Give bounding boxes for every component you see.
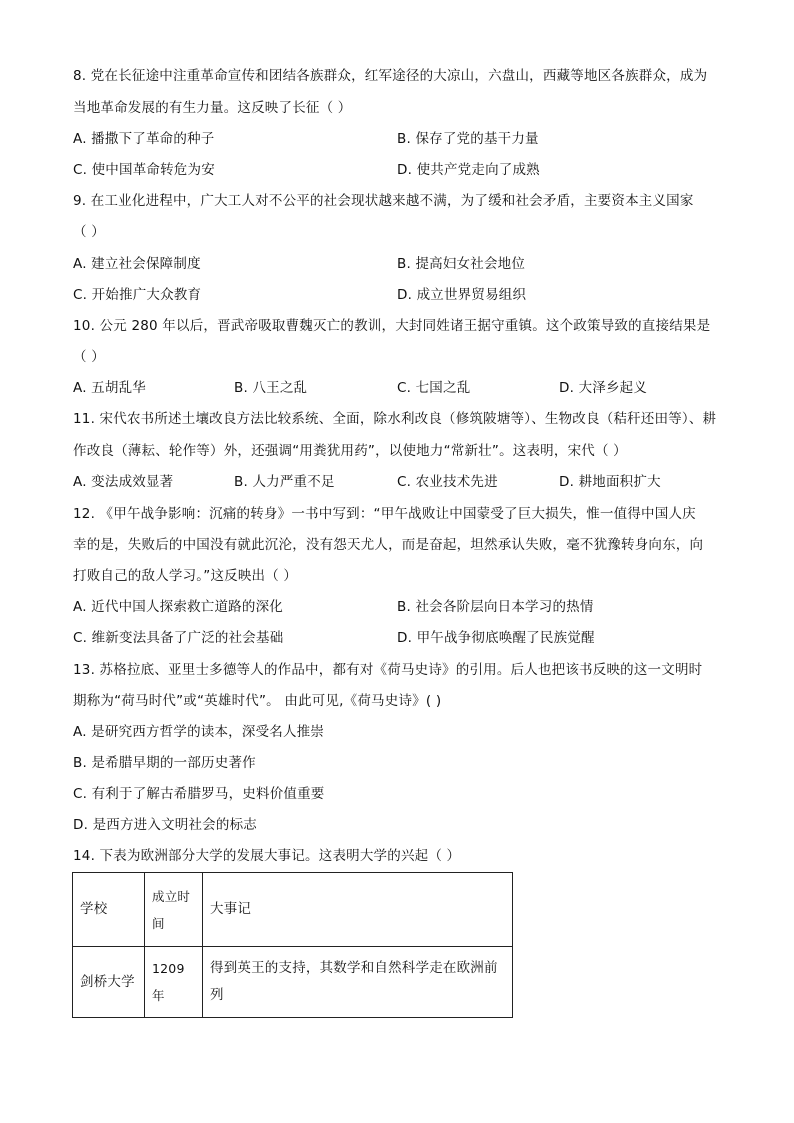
question-11-stem-line-1: 11. 宋代农书所述土壤改良方法比较系统、全面，除水利改良（修筑陂塘等）、生物改良（秸秆还田等）、耕 [73, 411, 717, 427]
question-10-option-c: C. 七国之乱 [397, 380, 471, 396]
cell-founded-text-1: 1209 [152, 961, 185, 976]
header-founded-text-2: 间 [152, 915, 165, 931]
header-events-text: 大事记 [210, 901, 252, 917]
cell-events-text-2: 列 [210, 987, 224, 1003]
question-11-stem-line-2: 作改良（薄耘、轮作等）外，还强调“用粪犹用药”，以使地力“常新壮”。这表明，宋代（ ） [73, 443, 627, 459]
question-8-option-d: D. 使共产党走向了成熟 [397, 162, 540, 178]
question-13-stem-line-1: 13. 苏格拉底、亚里士多德等人的作品中，都有对《荷马史诗》的引用。后人也把该书反映的这一文明时 [73, 662, 703, 678]
question-11-option-d: D. 耕地面积扩大 [559, 474, 661, 490]
question-8-option-b: B. 保存了党的基干力量 [397, 131, 539, 147]
question-13-stem-line-2: 期称为“荷马时代”或“英雄时代”。 由此可见,《荷马史诗》( ) [73, 693, 442, 709]
question-13-option-c: C. 有利于了解古希腊罗马，史料价值重要 [73, 786, 325, 802]
university-events-table [72, 872, 513, 1018]
table-row [73, 947, 513, 1018]
question-9-option-d: D. 成立世界贸易组织 [397, 287, 527, 303]
header-school-text: 学校 [80, 901, 108, 917]
question-8-option-a: A. 播撒下了革命的种子 [73, 131, 215, 147]
question-14-stem-line-1: 14. 下表为欧洲部分大学的发展大事记。这表明大学的兴起（ ） [73, 848, 461, 864]
question-8-stem-line-1: 8. 党在长征途中注重革命宣传和团结各族群众，红军途径的大凉山，六盘山，西藏等地区各族群众，成为 [73, 68, 708, 84]
question-12-option-b: B. 社会各阶层向日本学习的热情 [397, 599, 594, 615]
question-13-option-b: B. 是希腊早期的一部历史著作 [73, 755, 256, 771]
question-10-option-a: A. 五胡乱华 [73, 380, 146, 396]
cell-founded [145, 947, 203, 1018]
question-12-stem-line-2: 幸的是，失败后的中国没有就此沉沦，没有怨天尤人，而是奋起，坦然承认失败，毫不犹豫转身向东，向 [73, 537, 704, 553]
question-8-stem-line-2: 当地革命发展的有生力量。这反映了长征（ ） [73, 100, 352, 116]
question-9-stem-line-2: （ ） [73, 224, 105, 240]
question-11-option-c: C. 农业技术先进 [397, 474, 498, 490]
cell-events-text-1: 得到英王的支持，其数学和自然科学走在欧洲前 [210, 960, 498, 976]
header-founded [145, 873, 203, 947]
question-9-option-b: B. 提高妇女社会地位 [397, 256, 526, 272]
question-12-option-d: D. 甲午战争彻底唤醒了民族觉醒 [397, 630, 595, 646]
cell-events [203, 947, 513, 1018]
cell-school-text: 剑桥大学 [80, 973, 135, 990]
question-10-stem-line-1: 10. 公元 280 年以后，晋武帝吸取曹魏灭亡的教训，大封同姓诸王据守重镇。这个政策导致的直接结果是 [73, 318, 711, 334]
cell-founded-text-2: 年 [152, 988, 165, 1003]
question-12-stem-line-3: 打败自己的敌人学习。”这反映出（ ） [73, 568, 298, 584]
question-12-stem-line-1: 12. 《甲午战争影响：沉痛的转身》一书中写到：“甲午战败让中国蒙受了巨大损失，惟一值得中国人庆 [73, 506, 696, 522]
question-10-option-b: B. 八王之乱 [234, 380, 308, 396]
question-10-option-d: D. 大泽乡起义 [559, 380, 648, 396]
question-11-option-b: B. 人力严重不足 [234, 474, 335, 490]
question-8-option-c: C. 使中国革命转危为安 [73, 162, 215, 178]
header-founded-text-1: 成立时 [152, 888, 191, 904]
header-events [203, 873, 513, 947]
header-school [73, 873, 145, 947]
question-13-option-d: D. 是西方进入文明社会的标志 [73, 817, 257, 833]
question-13-option-a: A. 是研究西方哲学的读本，深受名人推崇 [73, 724, 325, 740]
question-11-option-a: A. 变法成效显著 [73, 474, 174, 490]
question-9-option-a: A. 建立社会保障制度 [73, 256, 201, 272]
question-10-stem-line-2: （ ） [73, 349, 105, 365]
table-header-row [73, 873, 513, 947]
question-12-option-c: C. 维新变法具备了广泛的社会基础 [73, 630, 284, 646]
question-9-option-c: C. 开始推广大众教育 [73, 287, 202, 303]
question-12-option-a: A. 近代中国人探索救亡道路的深化 [73, 599, 283, 615]
question-9-stem-line-1: 9. 在工业化进程中，广大工人对不公平的社会现状越来越不满，为了缓和社会矛盾，主要资本主义国家 [73, 193, 694, 209]
cell-school [73, 947, 145, 1018]
